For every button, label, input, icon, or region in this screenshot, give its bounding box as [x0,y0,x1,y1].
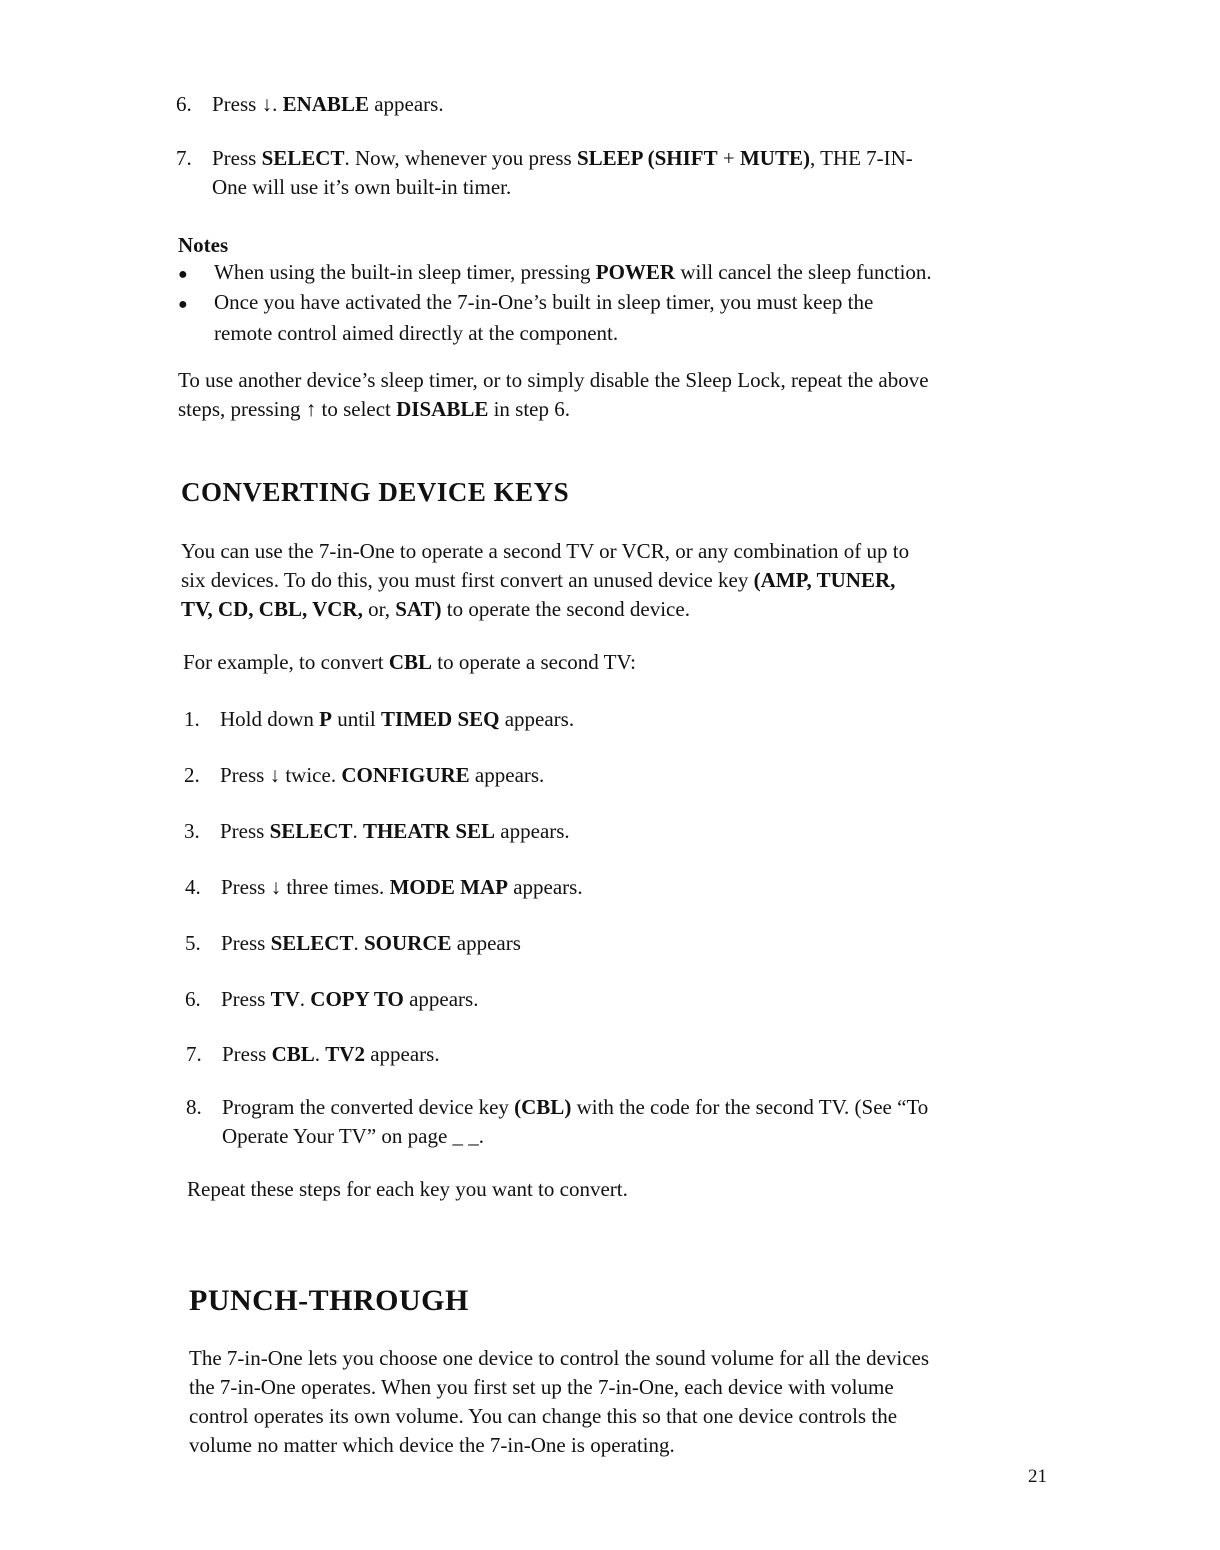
convert-step-4 [185,873,583,902]
step-number: 7. [176,146,192,170]
text: to operate the second device. [441,597,690,621]
text: . Now, whenever you press [344,146,577,170]
text: You can use the 7-in-One to operate a second TV or VCR, or any combination of up to [181,539,910,563]
section-heading-converting: CONVERTING DEVICE KEYS [181,477,570,507]
bold-term: SOURCE [363,931,452,955]
bold-term: COPY TO [310,987,404,1011]
bold-term: SLEEP (SHIFT [576,146,718,170]
step-number: 6. [176,92,192,116]
bold-term: TIMED SEQ [381,707,500,731]
text: appears [451,931,521,955]
punch-through-paragraph [189,1344,1089,1460]
text: twice. [280,763,342,787]
convert-step-5 [185,929,521,958]
bold-term: POWER [595,260,676,284]
step-number: 4. [185,875,201,899]
disable-paragraph [178,366,1078,424]
down-arrow-icon: ↓ [270,875,282,899]
bold-term: SELECT [261,146,345,170]
text: Hold down [220,707,320,731]
step-number: 3. [184,819,200,843]
convert-step-3 [184,817,570,846]
bold-term: SAT) [395,597,442,621]
text: appears. [469,763,545,787]
note-continuation: remote control aimed directly at the component. [214,321,619,345]
text: . [272,92,283,116]
step-number: 7. [186,1042,202,1066]
step-continuation: One will use it’s own built-in timer. [212,175,512,199]
repeat-line: Repeat these steps for each key you want to convert. [187,1177,628,1201]
text: For example, to convert [183,650,389,674]
convert-step-1 [184,705,574,734]
text: . [299,987,311,1011]
convert-step-8 [186,1093,1086,1151]
bold-term: MUTE) [739,146,810,170]
text: . [353,931,364,955]
bold-term: (CBL) [514,1095,572,1119]
bold-term: MODE MAP [389,875,508,899]
text: until [332,707,382,731]
text: Press [222,1042,272,1066]
step-6-enable [176,90,444,119]
page-number: 21 [1028,1466,1047,1487]
text: volume no matter which device the 7-in-One is operating. [189,1433,675,1457]
bold-term: SELECT [269,819,353,843]
step-number: 6. [185,987,201,1011]
text: When using the built-in sleep timer, pressing [214,260,596,284]
text: the 7-in-One operates. When you first set up the 7-in-One, each device with volume [189,1375,894,1399]
down-arrow-icon: ↓ [269,763,281,787]
up-arrow-icon: ↑ [305,397,317,421]
text: Press [221,875,271,899]
note-item-1 [178,258,1078,289]
text: Press [220,763,270,787]
notes-title [178,231,1048,260]
text: Press [212,146,262,170]
text: appears. [495,819,570,843]
text: appears. [507,875,583,899]
notes-heading: Notes [178,233,229,257]
note-item-2 [178,288,1078,348]
bullet-icon: ● [178,296,188,313]
text: three times. [281,875,390,899]
text: in step 6. [488,397,571,421]
bold-term: TV [270,987,300,1011]
text: Press [220,819,270,843]
step-number: 2. [184,763,200,787]
bold-term: TV2 [325,1042,365,1066]
step-number: 8. [186,1095,202,1119]
text: Press [221,987,271,1011]
converting-intro [181,537,1081,624]
text: control operates its own volume. You can change this so that one device controls the [189,1404,898,1428]
text: appears. [364,1042,440,1066]
text: steps, pressing [178,397,306,421]
text: or, [362,597,396,621]
text: . [314,1042,326,1066]
step-7-select [176,144,1076,202]
step-number: 5. [185,931,201,955]
text: appears. [403,987,479,1011]
text: The 7-in-One lets you choose one device to control the sound volume for all the devices [189,1346,930,1370]
text: . [352,819,363,843]
text: with the code for the second TV. (See “To [571,1095,929,1119]
step-number: 1. [184,707,200,731]
text: to select [316,397,397,421]
text: appears. [499,707,575,731]
text: appears. [368,92,444,116]
step-continuation: Operate Your TV” on page _ _. [222,1124,485,1148]
convert-step-6 [185,985,478,1014]
text: six devices. To do this, you must first convert an unused device key [181,568,754,592]
bold-term: ENABLE [282,92,369,116]
text: Press [212,92,262,116]
bold-term: CBL [271,1042,315,1066]
bold-term: CBL [388,650,433,674]
text: will cancel the sleep function. [675,260,932,284]
bold-term: (AMP, TUNER, [753,568,896,592]
section-heading-punch-through: PUNCH-THROUGH [189,1284,469,1317]
example-line [183,648,1053,677]
bold-term: TV, CD, CBL, VCR, [181,597,363,621]
convert-step-2 [184,761,544,790]
bullet-icon: ● [178,266,188,283]
text: To use another device’s sleep timer, or to simply disable the Sleep Lock, repeat the above [178,368,929,392]
bold-term: P [319,707,332,731]
text: Press [221,931,271,955]
text: Once you have activated the 7-in-One’s built in sleep timer, you must keep the [214,290,874,314]
bold-term: DISABLE [396,397,489,421]
bold-term: SELECT [270,931,354,955]
text: , THE 7-IN- [809,146,913,170]
text: Program the converted device key [222,1095,515,1119]
down-arrow-icon: ↓ [261,92,273,116]
text: + [717,146,740,170]
text: to operate a second TV: [432,650,636,674]
bold-term: CONFIGURE [341,763,470,787]
convert-step-7 [186,1040,440,1069]
bold-term: THEATR SEL [362,819,496,843]
